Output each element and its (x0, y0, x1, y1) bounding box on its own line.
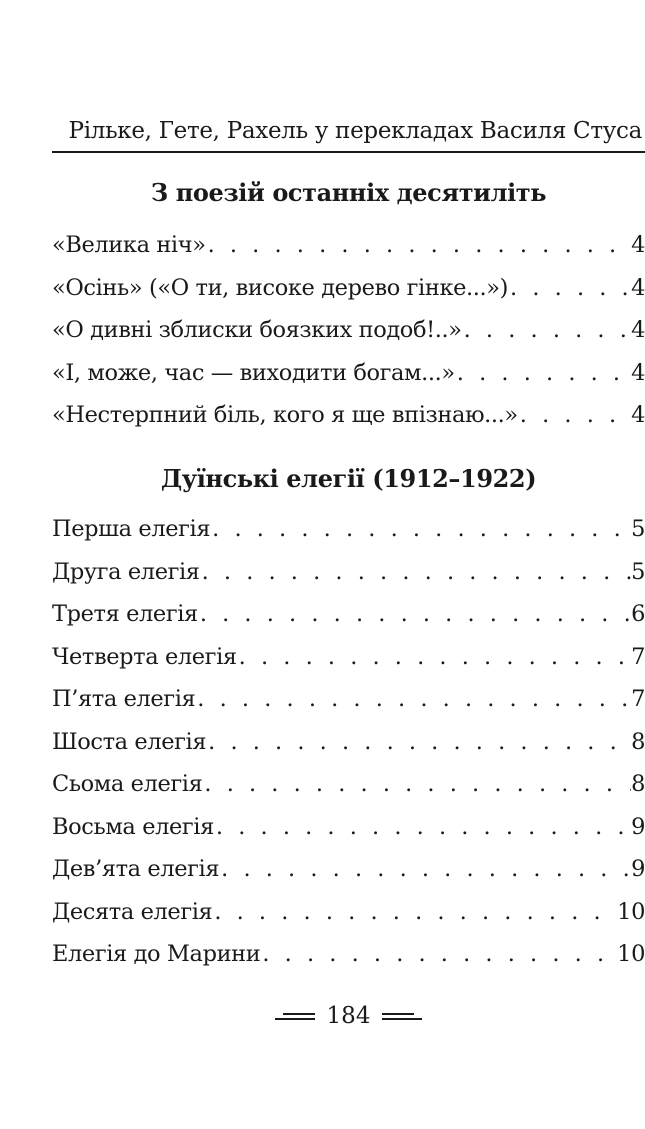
page-number: 184 (326, 1003, 371, 1029)
toc-dot-leader (195, 684, 631, 714)
toc-entry[interactable] (52, 939, 645, 982)
toc-entry-title: «Велика ніч» (52, 232, 206, 258)
toc-dot-leader (198, 599, 631, 629)
toc-dot-leader (206, 230, 632, 260)
toc-dot-leader (237, 642, 631, 672)
toc-entry[interactable] (52, 599, 645, 642)
toc-entry-page: 5 (631, 516, 645, 542)
toc-entry[interactable] (52, 727, 645, 770)
toc-dot-leader (214, 812, 631, 842)
toc-entry-page: 10 (617, 941, 645, 967)
toc-entry[interactable] (52, 642, 645, 685)
toc-entry-page: 7 (631, 643, 645, 670)
toc-entry-page: 8 (631, 771, 645, 797)
toc-entry-page: 9 (631, 856, 645, 882)
toc-entry[interactable] (52, 315, 645, 358)
toc-entry-page: 4 (631, 402, 645, 428)
toc-entry-page: 4 (631, 317, 645, 343)
toc-entry-title: «Осінь» («О ти, високе дерево гінке...») (52, 274, 509, 301)
toc-entry-title: «О дивні зблиски боязких подоб!..» (52, 317, 462, 343)
toc-dot-leader (206, 727, 631, 757)
toc-entry-page: 4 (631, 232, 645, 258)
toc-entry[interactable] (52, 684, 645, 727)
toc-entry-title: Четверта елегія (52, 643, 237, 670)
toc-entry-title: Шоста елегія (52, 728, 207, 755)
toc-entry-title: Дев’ята елегія (52, 856, 220, 882)
toc-dot-leader (219, 854, 631, 884)
toc-entry[interactable] (52, 514, 645, 557)
running-header: Рільке, Гете, Рахель у перекладах Василя Стуса (68, 118, 642, 144)
toc-entry-title: Десята елегія (52, 898, 213, 925)
toc-entry-title: Сьома елегія (52, 771, 203, 797)
toc-dot-leader (455, 358, 631, 388)
toc-entry-page: 7 (631, 686, 645, 712)
toc-entry[interactable] (52, 273, 645, 316)
toc-entry-page: 10 (617, 898, 645, 925)
folio-ornament-left (275, 1012, 315, 1021)
section-title-2: Дуїнські елегії (1912–1922) (160, 464, 537, 493)
toc-entry[interactable] (52, 854, 645, 897)
toc-list-1 (52, 230, 645, 443)
toc-dot-leader (260, 939, 617, 969)
toc-entry-page: 9 (631, 813, 645, 840)
toc-entry-title: Елегія до Марини (52, 941, 261, 967)
toc-dot-leader (518, 400, 631, 430)
toc-entry-title: Восьма елегія (52, 813, 214, 840)
toc-entry-page: 8 (631, 728, 645, 755)
toc-entry-title: «Нестерпний біль, кого я ще впізнаю...» (52, 402, 518, 428)
toc-dot-leader (212, 897, 617, 927)
toc-entry-title: Друга елегія (52, 558, 200, 585)
folio-ornament-right (382, 1012, 422, 1021)
section-title-1: З поезій останніх десятиліть (150, 178, 547, 207)
toc-entry[interactable] (52, 230, 645, 273)
toc-entry-title: «І, може, час — виходити богам...» (52, 359, 455, 386)
toc-entry[interactable] (52, 897, 645, 940)
toc-entry-title: Перша елегія (52, 516, 211, 542)
header-rule (52, 151, 645, 153)
toc-dot-leader (202, 769, 631, 799)
toc-list-2 (52, 514, 645, 982)
toc-entry[interactable] (52, 769, 645, 812)
toc-entry[interactable] (52, 557, 645, 600)
toc-entry-page: 4 (631, 274, 645, 301)
toc-entry-title: Третя елегія (52, 601, 198, 627)
toc-entry-page: 6 (631, 601, 645, 627)
toc-entry-title: П’ята елегія (52, 686, 196, 712)
toc-dot-leader (210, 514, 631, 544)
toc-dot-leader (462, 315, 631, 345)
toc-dot-leader (508, 273, 631, 303)
toc-dot-leader (200, 557, 631, 587)
toc-entry[interactable] (52, 812, 645, 855)
toc-entry[interactable] (52, 400, 645, 443)
toc-entry-page: 4 (631, 359, 645, 386)
toc-entry-page: 5 (631, 558, 645, 585)
page-folio (52, 1001, 645, 1031)
toc-entry[interactable] (52, 358, 645, 401)
